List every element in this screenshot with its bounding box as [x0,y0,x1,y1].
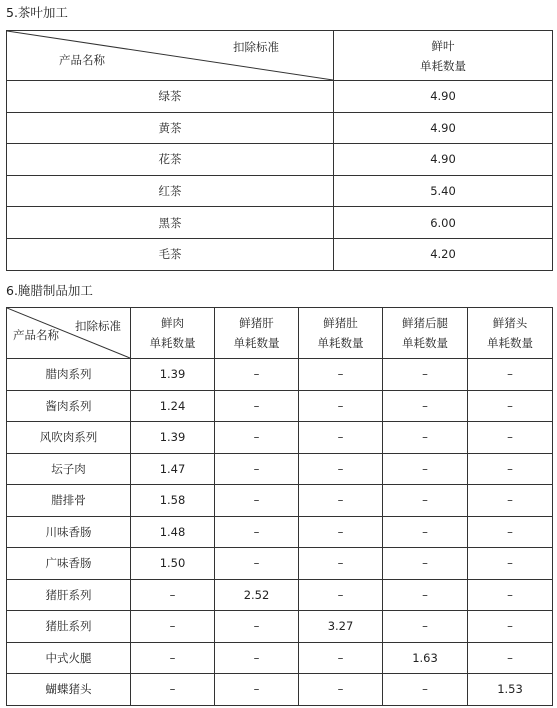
value-cell: 4.90 [334,144,553,176]
value-cell: – [215,453,299,485]
diagonal-header-cell [7,31,334,81]
product-name-cell: 猪肚系列 [7,611,131,643]
value-cell: – [468,453,553,485]
table-row [7,359,553,391]
table-row [7,207,553,239]
value-cell: – [299,642,383,674]
cured-meat-deduction-table [6,307,553,706]
table-row [7,238,553,270]
table-row [7,674,553,706]
column-header [131,308,215,359]
value-cell: 4.90 [334,112,553,144]
table-row [7,453,553,485]
product-name-cell: 黑茶 [7,207,334,239]
table-row [7,485,553,517]
product-name-cell: 中式火腿 [7,642,131,674]
value-cell: – [383,359,468,391]
value-cell: 3.27 [299,611,383,643]
value-cell: – [383,548,468,580]
value-cell: – [299,359,383,391]
product-name-cell: 坛子肉 [7,453,131,485]
diagonal-line [7,31,333,80]
product-name-cell: 风吹肉系列 [7,422,131,454]
column-header-line1: 鲜猪肝 [239,316,274,330]
table-row [7,611,553,643]
column-header-line1: 鲜肉 [161,316,184,330]
product-name-cell: 蝴蝶猪头 [7,674,131,706]
value-cell: – [299,485,383,517]
column-header [299,308,383,359]
table-row [7,579,553,611]
value-cell: 1.24 [131,390,215,422]
value-cell: 1.50 [131,548,215,580]
table-header-row [7,31,553,81]
value-cell: – [215,674,299,706]
value-cell: – [383,611,468,643]
value-cell: – [131,611,215,643]
value-cell: 6.00 [334,207,553,239]
value-cell: 1.48 [131,516,215,548]
value-cell: – [299,390,383,422]
value-cell: – [299,579,383,611]
column-header-line1: 鲜猪肚 [323,316,358,330]
product-name-cell: 绿茶 [7,81,334,113]
column-header-line1: 鲜猪后腿 [402,316,448,330]
table-row [7,548,553,580]
value-cell: – [131,674,215,706]
value-cell: – [299,453,383,485]
value-cell: – [468,579,553,611]
product-name-cell: 川味香肠 [7,516,131,548]
value-cell: 1.47 [131,453,215,485]
value-cell: – [468,548,553,580]
column-header [468,308,553,359]
column-header-line2: 单耗数量 [487,336,533,350]
value-cell: – [215,390,299,422]
value-cell: – [131,642,215,674]
table-row [7,144,553,176]
diagonal-header-cell [7,308,131,359]
table-row [7,516,553,548]
value-cell: 1.39 [131,422,215,454]
product-name-cell: 红茶 [7,175,334,207]
value-cell: – [468,359,553,391]
value-cell: – [215,548,299,580]
value-cell: – [215,516,299,548]
column-header-line2: 单耗数量 [233,336,280,350]
product-name-cell: 花茶 [7,144,334,176]
value-cell: – [383,390,468,422]
value-cell: – [468,642,553,674]
value-cell: – [215,485,299,517]
value-cell: – [468,611,553,643]
product-name-cell: 酱肉系列 [7,390,131,422]
value-cell: 1.39 [131,359,215,391]
value-cell: 5.40 [334,175,553,207]
column-header [383,308,468,359]
product-name-cell: 腊肉系列 [7,359,131,391]
column-header-line2: 单耗数量 [317,336,364,350]
table-row [7,112,553,144]
table-row [7,642,553,674]
column-header-line1: 鲜猪头 [492,316,528,330]
table-row [7,390,553,422]
value-cell: – [299,548,383,580]
value-cell: – [299,674,383,706]
value-cell: 1.53 [468,674,553,706]
value-cell: – [131,579,215,611]
column-header-line2: 单耗数量 [420,58,466,73]
value-cell: – [468,485,553,517]
table-row [7,175,553,207]
value-cell: 4.20 [334,238,553,270]
value-cell: 4.90 [334,81,553,113]
column-header [334,31,553,81]
value-cell: – [383,516,468,548]
value-cell: – [383,579,468,611]
tea-deduction-table [6,30,553,271]
value-cell: – [215,611,299,643]
column-header [215,308,299,359]
product-name-cell: 广味香肠 [7,548,131,580]
value-cell: – [215,422,299,454]
value-cell: – [215,359,299,391]
value-cell: – [215,642,299,674]
product-name-label: 产品名称 [13,328,59,342]
value-cell: – [383,453,468,485]
value-cell: 1.63 [383,642,468,674]
deduction-standard-label: 扣除标准 [233,40,279,54]
column-header-line2: 单耗数量 [402,336,448,350]
value-cell: – [383,674,468,706]
table-row [7,81,553,113]
value-cell: 1.58 [131,485,215,517]
value-cell: – [468,390,553,422]
product-name-cell: 猪肝系列 [7,579,131,611]
product-name-cell: 毛茶 [7,238,334,270]
deduction-standard-label: 扣除标准 [75,319,121,333]
product-name-cell: 黄茶 [7,112,334,144]
product-name-label: 产品名称 [59,53,105,67]
cured-section-title: 6.腌腊制品加工 [6,283,93,298]
value-cell: – [299,422,383,454]
value-cell: – [383,422,468,454]
column-header-line2: 单耗数量 [149,336,196,350]
value-cell: – [468,516,553,548]
value-cell: – [468,422,553,454]
value-cell: 2.52 [215,579,299,611]
tea-section-title: 5.茶叶加工 [6,5,68,20]
column-header-line1: 鲜叶 [431,38,455,53]
product-name-cell: 腊排骨 [7,485,131,517]
value-cell: – [299,516,383,548]
table-header-row [7,308,553,359]
value-cell: – [383,485,468,517]
table-row [7,422,553,454]
